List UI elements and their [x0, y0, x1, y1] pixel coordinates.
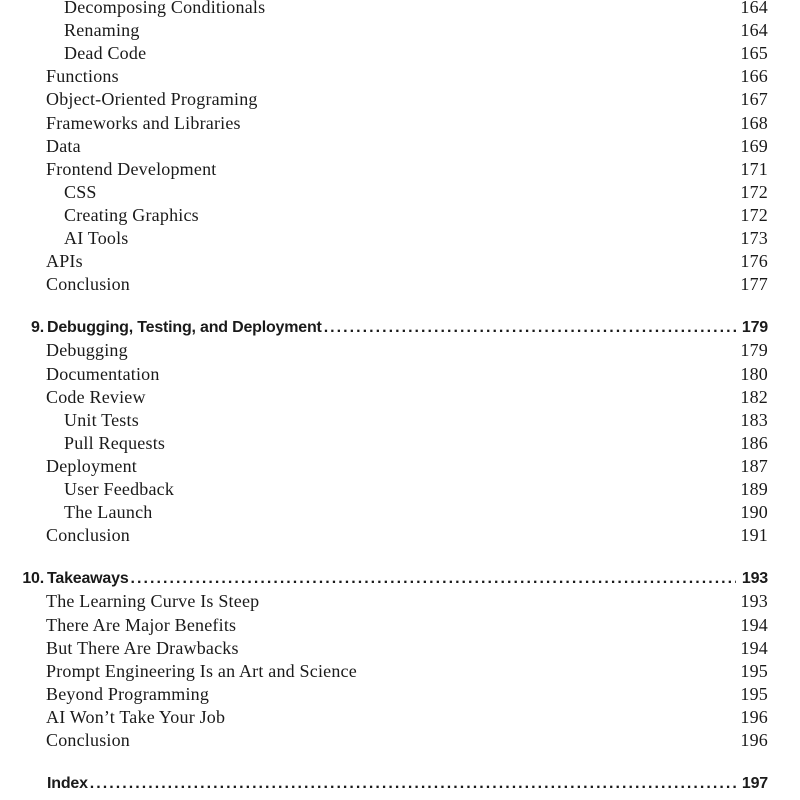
toc-entry[interactable]: [0, 204, 768, 227]
toc-entry-title: Decomposing Conditionals: [64, 0, 266, 17]
toc-entry-page: 195: [740, 660, 768, 681]
toc-entry-page: 172: [740, 204, 768, 225]
toc-entry-title: Prompt Engineering Is an Art and Science: [46, 660, 357, 681]
chapter-page: 193: [741, 570, 768, 588]
chapter-page: 179: [741, 319, 768, 337]
toc-entry-page: 196: [740, 730, 768, 750]
toc-entry-page: 176: [740, 251, 768, 272]
toc-entry-page: 195: [740, 683, 768, 704]
toc-entry[interactable]: [0, 478, 768, 501]
toc-entry-title: Conclusion: [46, 730, 131, 750]
toc-entry[interactable]: [0, 363, 768, 386]
toc-entry[interactable]: [0, 409, 768, 432]
toc-entry-title: But There Are Drawbacks: [46, 637, 239, 658]
toc-entry-page: 172: [740, 181, 768, 202]
toc-entry-title: Unit Tests: [64, 409, 139, 430]
toc-entry-page: 189: [740, 479, 768, 499]
chapter-heading[interactable]: [0, 316, 768, 339]
toc-entry-title: Frontend Development: [46, 158, 217, 179]
toc-entry-page: 166: [740, 66, 768, 87]
toc-entry-title: Deployment: [46, 455, 137, 476]
toc-entry[interactable]: [0, 614, 768, 637]
toc-entry-page: 193: [740, 591, 768, 612]
toc-entry[interactable]: [0, 227, 768, 250]
toc-entry-title: Debugging: [46, 340, 128, 361]
chapter-number: 10.: [22, 570, 44, 588]
toc-entry[interactable]: [0, 706, 768, 729]
toc-entry[interactable]: [0, 112, 768, 135]
toc-entry-title: Beyond Programming: [46, 683, 210, 704]
toc-entry[interactable]: [0, 250, 768, 273]
toc-entry-page: 167: [740, 89, 768, 110]
toc-entry-title: The Launch: [64, 502, 153, 523]
toc-entry-title: Data: [46, 135, 81, 156]
toc-entry-page: 196: [740, 706, 768, 727]
toc-entry[interactable]: [0, 729, 768, 752]
toc-entry-page: 171: [740, 158, 768, 179]
toc-entry-title: Pull Requests: [64, 432, 166, 453]
toc-entry-page: 187: [740, 455, 768, 476]
toc-entry-title: AI Won’t Take Your Job: [46, 706, 226, 727]
toc-entry-title: Conclusion: [46, 525, 131, 546]
toc-entry-page: 164: [740, 0, 768, 17]
toc-entry-page: 186: [740, 432, 768, 453]
toc-entry[interactable]: [0, 524, 768, 547]
chapter-heading[interactable]: [0, 567, 768, 590]
chapter-title: Index: [47, 775, 88, 793]
toc-entry-page: 173: [740, 228, 768, 248]
toc-entry-title: Creating Graphics: [64, 204, 199, 225]
toc-entry-page: 169: [740, 135, 768, 156]
toc-entry-title: The Learning Curve Is Steep: [46, 591, 260, 612]
toc-entry-page: 183: [740, 409, 768, 430]
toc-entry-page: 190: [740, 502, 768, 523]
toc-entry-page: 194: [740, 614, 768, 635]
dot-leader: [90, 772, 736, 795]
toc-entry-title: AI Tools: [64, 228, 129, 248]
index-heading[interactable]: [0, 772, 768, 795]
toc-entry[interactable]: [0, 432, 768, 455]
toc-entry[interactable]: [0, 88, 768, 111]
chapter-number: 9.: [31, 319, 44, 337]
toc-entry[interactable]: [0, 0, 768, 19]
toc-entry-title: Dead Code: [64, 43, 147, 64]
toc-entry[interactable]: [0, 660, 768, 683]
toc-entry[interactable]: [0, 455, 768, 478]
toc-entry-page: 165: [740, 43, 768, 64]
toc-entry[interactable]: [0, 181, 768, 204]
toc-entry[interactable]: [0, 158, 768, 181]
chapter-title: Takeaways: [47, 570, 129, 588]
toc-entry-title: There Are Major Benefits: [46, 614, 237, 635]
toc-entry-title: Frameworks and Libraries: [46, 112, 241, 133]
toc-entry-title: CSS: [64, 181, 97, 202]
toc-entry[interactable]: [0, 65, 768, 88]
toc-entry-title: Conclusion: [46, 274, 131, 295]
toc-entry-title: Functions: [46, 66, 119, 87]
toc-entry-page: 164: [740, 20, 768, 41]
toc-entry[interactable]: [0, 42, 768, 65]
toc-entry[interactable]: [0, 386, 768, 409]
toc-entry[interactable]: [0, 683, 768, 706]
toc-entry-title: Code Review: [46, 386, 146, 407]
chapter-page: 197: [741, 775, 768, 793]
toc-entry-title: APIs: [46, 251, 83, 272]
toc-entry[interactable]: [0, 19, 768, 42]
toc-entry-page: 194: [740, 637, 768, 658]
toc-entry[interactable]: [0, 273, 768, 296]
toc-entry-page: 191: [740, 525, 768, 546]
chapter-title: Debugging, Testing, and Deployment: [47, 319, 322, 337]
toc-entry[interactable]: [0, 339, 768, 362]
toc-entry-title: User Feedback: [64, 479, 175, 499]
toc-entry[interactable]: [0, 501, 768, 524]
toc-entry-title: Object-Oriented Programing: [46, 89, 258, 110]
toc-entry[interactable]: [0, 637, 768, 660]
toc-entry[interactable]: [0, 135, 768, 158]
dot-leader: [324, 316, 736, 339]
toc-entry-page: 177: [740, 274, 768, 295]
toc-entry-page: 180: [740, 363, 768, 384]
dot-leader: [131, 567, 736, 590]
toc-entry-title: Renaming: [64, 20, 140, 41]
toc-entry-page: 179: [740, 340, 768, 361]
toc-entry-page: 182: [740, 386, 768, 407]
toc-entry-title: Documentation: [46, 363, 160, 384]
toc-entry-page: 168: [740, 112, 768, 133]
toc-entry[interactable]: [0, 590, 768, 613]
